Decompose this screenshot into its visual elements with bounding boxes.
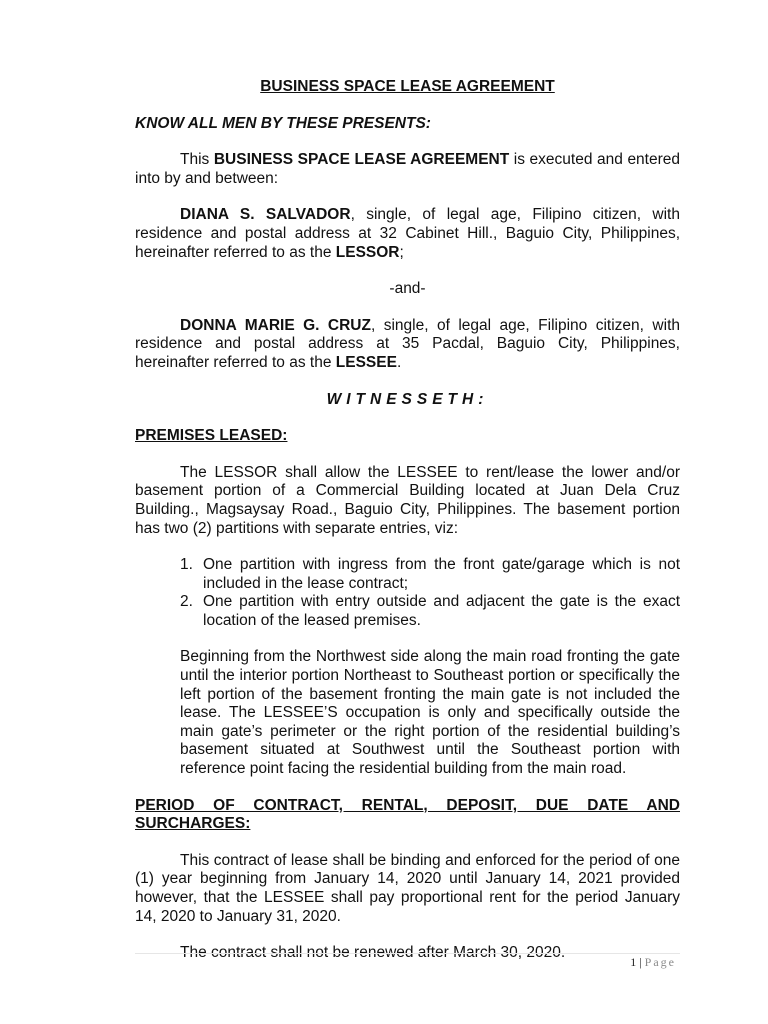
- document-body: [135, 78, 680, 981]
- lessee-paragraph: [135, 317, 680, 373]
- premises-heading: PREMISES LEASED:: [135, 427, 288, 445]
- list-item-number: 1.: [180, 556, 193, 574]
- lessor-end: ;: [399, 243, 404, 261]
- location-paragraph: Beginning from the Northwest side along the main road fronting the gate until the interior portion Northeast to Southeast portion or specifically the left portion of the basement fronting the main gate is not included the lease. The LESSEE’S occupation is only and specifically outside the main gate’s perimeter or the right portion of the residential building’s basement situated at Southwest until the Southeast portion with reference point facing the residential building from the main road.: [180, 648, 680, 778]
- lessor-details: , single, of legal age, Filipino citizen, with residence and postal address at 32 Cabinet Hill., Baguio City, Philippines, hereinafter referred to as the: [135, 206, 680, 261]
- page-number: 1: [630, 955, 637, 969]
- list-item-number: 2.: [180, 593, 193, 611]
- list-item: [135, 593, 680, 630]
- intro-agreement-name: BUSINESS SPACE LEASE AGREEMENT: [213, 151, 510, 169]
- lessor-role: LESSOR: [335, 243, 400, 261]
- lessor-name: DIANA S. SALVADOR: [180, 206, 351, 224]
- partitions-list: [135, 556, 680, 630]
- page-footer: [630, 955, 676, 970]
- lessee-name: DONNA MARIE G. CRUZ: [180, 316, 371, 334]
- and-separator: -and-: [389, 280, 426, 298]
- witnesseth-heading: WITNESSETH:: [326, 390, 489, 408]
- period-heading: PERIOD OF CONTRACT, RENTAL, DEPOSIT, DUE DATE AND SURCHARGES:: [135, 796, 680, 833]
- intro-paragraph: [135, 151, 680, 188]
- list-item-text: One partition with ingress from the front gate/garage which is not included in the lease contract;: [203, 556, 680, 592]
- lessee-details: , single, of legal age, Filipino citizen, with residence and postal address at 35 Pacdal, Baguio City, Philippines, hereinafter referred to as the: [135, 316, 680, 371]
- list-item: [135, 556, 680, 593]
- lessee-role: LESSEE: [335, 353, 397, 371]
- footer-divider: [135, 953, 680, 954]
- page-separator: |: [639, 955, 642, 969]
- period-paragraph: This contract of lease shall be binding and enforced for the period of one (1) year beginning from January 14, 2020 until January 14, 2021 provided however, that the LESSEE shall pay proportional rent for the period January 14, 2020 to January 31, 2020.: [135, 851, 680, 925]
- renewal-paragraph: The contract shall not be renewed after March 30, 2020.: [180, 944, 566, 962]
- page-word: Page: [644, 955, 676, 969]
- lessee-end: .: [396, 353, 402, 371]
- know-all-men-line: KNOW ALL MEN BY THESE PRESENTS:: [135, 114, 431, 132]
- lessor-paragraph: [135, 206, 680, 262]
- intro-pre: This: [180, 151, 214, 169]
- document-title: BUSINESS SPACE LEASE AGREEMENT: [260, 78, 555, 95]
- list-item-text: One partition with entry outside and adjacent the gate is the exact location of the leased premises.: [203, 593, 680, 629]
- intro-post: is executed and entered into by and between:: [135, 151, 681, 187]
- premises-paragraph: The LESSOR shall allow the LESSEE to rent/lease the lower and/or basement portion of a Commercial Building located at Juan Dela Cruz Building., Magsaysay Road., Baguio City, Philippines. The basement portion has two (2) partitions with separate entries, viz:: [135, 463, 680, 537]
